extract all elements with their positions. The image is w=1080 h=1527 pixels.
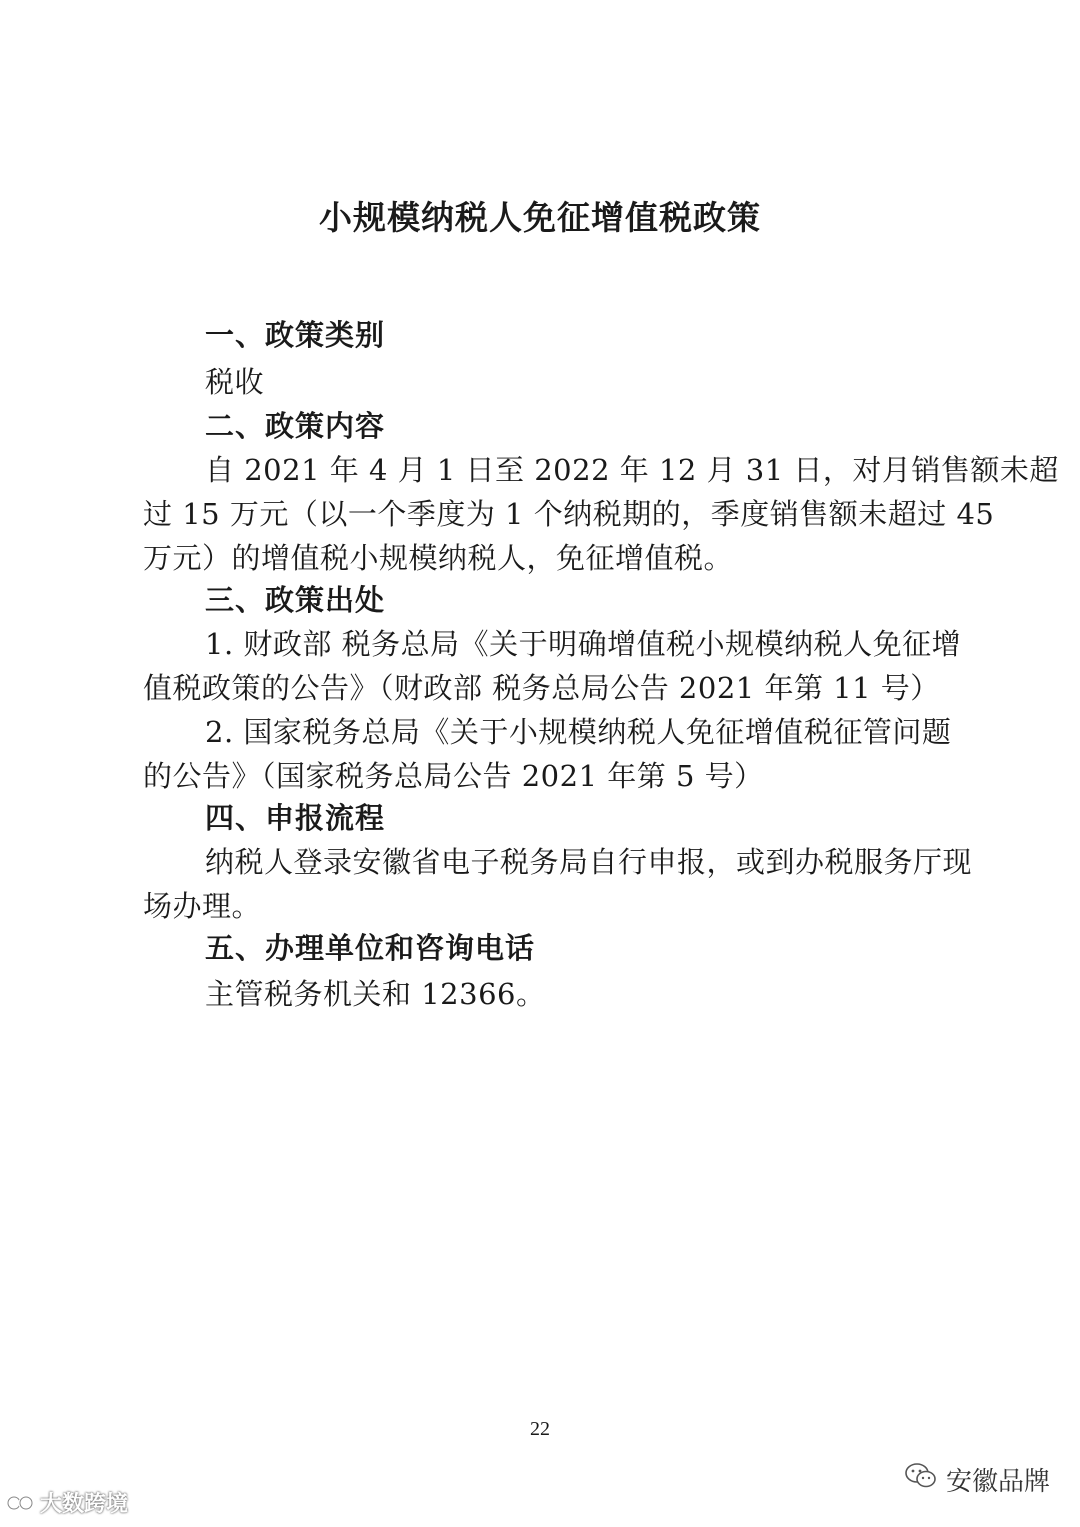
content-line-3: 万元）的增值税小规模纳税人，免征增值税。 [143,541,734,575]
procedure-line-2: 场办理。 [143,889,262,923]
logo-icon [6,1492,36,1514]
source-line-1: 1. 财政部 税务总局《关于明确增值税小规模纳税人免征增 [205,627,962,661]
watermark-left [6,1487,128,1518]
section-heading-content: 二、政策内容 [205,409,386,443]
section-heading-source: 三、政策出处 [205,583,386,617]
section-heading-procedure: 四、申报流程 [205,801,386,835]
source-line-2: 值税政策的公告》（财政部 税务总局公告 2021 年第 11 号） [143,671,940,705]
wechat-icon [904,1461,938,1498]
section-heading-category: 一、政策类别 [205,318,386,352]
section-heading-contact: 五、办理单位和咨询电话 [205,931,536,965]
watermark-left-text: 大数跨境 [40,1492,129,1517]
content-line-1: 自 2021 年 4 月 1 日至 2022 年 12 月 31 日，对月销售额未超 [205,453,1059,487]
watermark-right [904,1461,1050,1498]
page-number: 22 [530,1418,550,1440]
page-title: 小规模纳税人免征增值税政策 [319,198,761,237]
source-line-3: 2. 国家税务总局《关于小规模纳税人免征增值税征管问题 [205,715,952,749]
source-line-4: 的公告》（国家税务总局公告 2021 年第 5 号） [143,759,764,793]
content-line-2: 过 15 万元（以一个季度为 1 个纳税期的，季度销售额未超过 45 [143,497,995,531]
procedure-line-1: 纳税人登录安徽省电子税务局自行申报，或到办税服务厅现 [205,845,973,879]
contact-line: 主管税务机关和 12366。 [205,977,546,1011]
watermark-right-text: 安徽品牌 [945,1467,1050,1497]
section-category-text: 税收 [205,365,265,399]
